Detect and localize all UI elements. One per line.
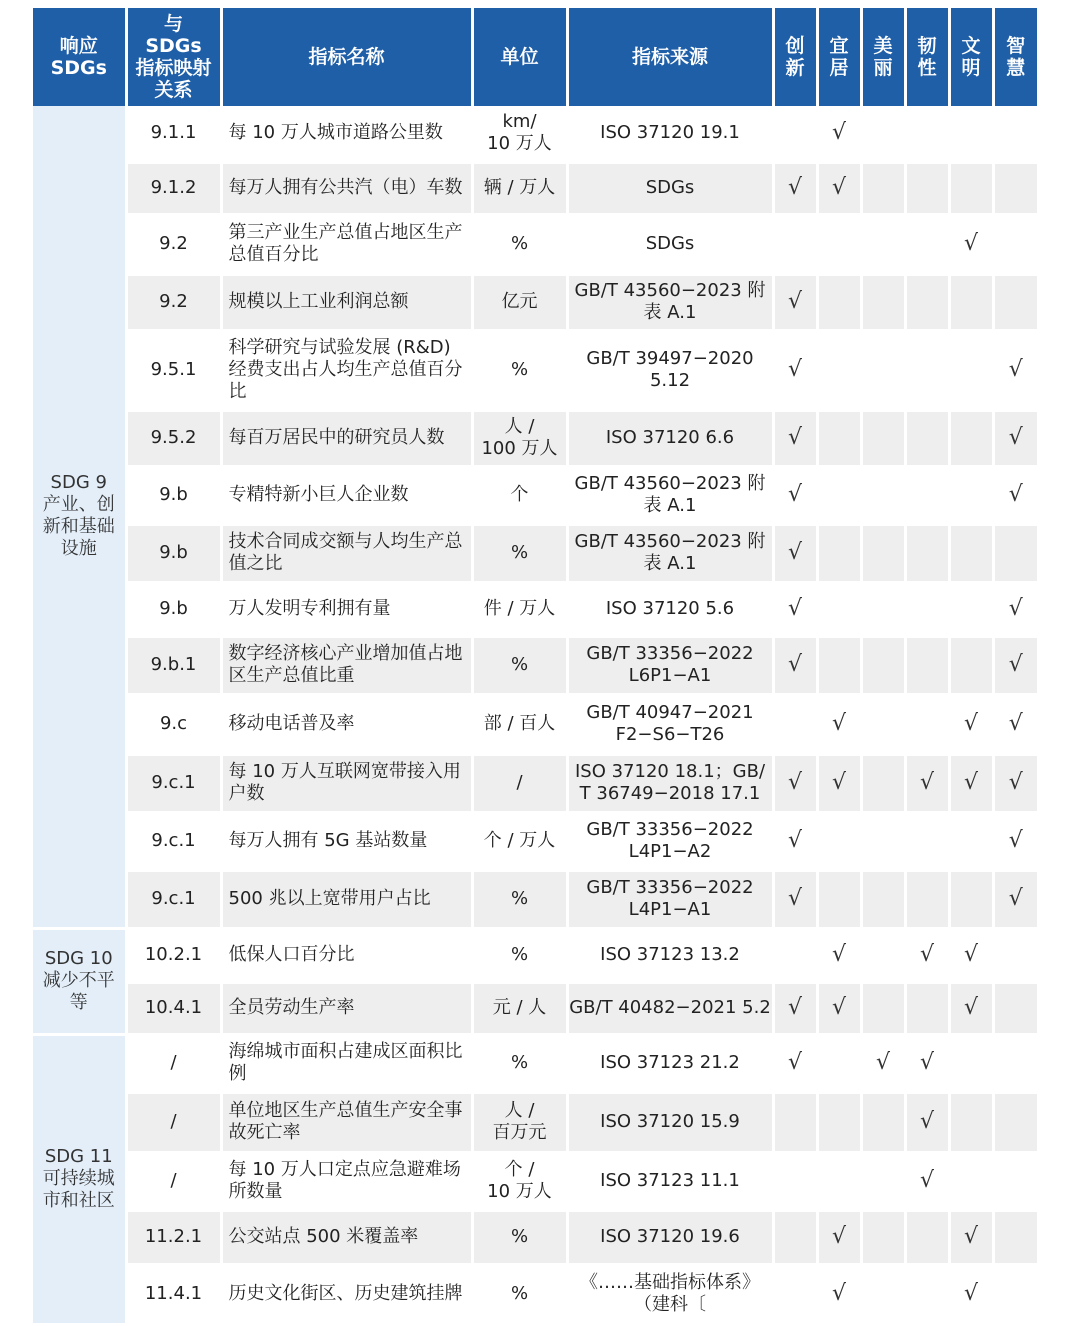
check-mark-icon: √: [787, 770, 803, 795]
indicator-source: ISO 37120 5.6: [567, 582, 773, 636]
indicator-source: ISO 37123 11.1: [567, 1152, 773, 1210]
check-cell: [949, 1092, 993, 1152]
check-cell: [905, 928, 949, 982]
indicator-unit: %: [472, 636, 567, 694]
indicator-name: 海绵城市面积占建成区面积比例: [221, 1034, 472, 1092]
indicator-code: 9.2: [126, 274, 221, 330]
check-mark-icon: √: [1008, 828, 1023, 853]
indicator-name: 历史文化街区、历史建筑挂牌: [221, 1264, 472, 1324]
check-cell: [861, 1034, 905, 1092]
indicator-code: 10.2.1: [126, 928, 221, 982]
check-cell: [861, 524, 905, 582]
check-cell: [993, 1092, 1037, 1152]
indicator-unit: 个: [472, 466, 567, 524]
check-mark-icon: √: [963, 1281, 979, 1306]
check-cell: [905, 1152, 949, 1210]
check-mark-icon: √: [787, 289, 803, 314]
indicator-code: 11.4.1: [126, 1264, 221, 1324]
check-cell: [773, 636, 817, 694]
indicator-code: 9.c.1: [126, 754, 221, 812]
check-cell: [861, 410, 905, 466]
indicator-code: 9.5.2: [126, 410, 221, 466]
check-mark-icon: √: [787, 652, 803, 677]
check-cell: [773, 694, 817, 754]
check-cell: [817, 870, 861, 928]
check-mark-icon: √: [787, 482, 803, 507]
check-cell: [773, 330, 817, 410]
sdg-group-label: SDG 9 产业、创 新和基础 设施: [33, 106, 126, 928]
indicator-unit: 个 / 万人: [472, 812, 567, 870]
check-mark-icon: √: [787, 1050, 803, 1075]
check-cell: [905, 754, 949, 812]
indicator-source: ISO 37120 19.1: [567, 106, 773, 162]
check-cell: [861, 330, 905, 410]
check-cell: [773, 214, 817, 274]
check-cell: [817, 982, 861, 1034]
indicator-code: 9.c.1: [126, 870, 221, 928]
check-mark-icon: √: [787, 596, 803, 621]
check-cell: [949, 410, 993, 466]
check-cell: [905, 1092, 949, 1152]
check-mark-icon: √: [919, 942, 935, 967]
indicator-source: ISO 37120 15.9: [567, 1092, 773, 1152]
indicator-unit: km/ 10 万人: [472, 106, 567, 162]
indicator-code: 9.1.1: [126, 106, 221, 162]
check-cell: [861, 582, 905, 636]
table-row: [33, 1034, 1037, 1092]
table-row: [33, 1152, 1037, 1210]
check-mark-icon: √: [831, 175, 847, 200]
check-cell: [817, 274, 861, 330]
check-cell: [993, 754, 1037, 812]
check-cell: [905, 582, 949, 636]
check-cell: [861, 982, 905, 1034]
check-cell: [949, 1152, 993, 1210]
check-cell: [993, 524, 1037, 582]
indicator-unit: 人 / 100 万人: [472, 410, 567, 466]
check-mark-icon: √: [1008, 357, 1023, 382]
check-cell: [905, 982, 949, 1034]
check-mark-icon: √: [1008, 711, 1023, 736]
check-cell: [993, 330, 1037, 410]
check-mark-icon: √: [919, 1109, 935, 1134]
indicator-name: 移动电话普及率: [221, 694, 472, 754]
indicator-code: 10.4.1: [126, 982, 221, 1034]
header-row: [33, 8, 1037, 106]
table-row: [33, 410, 1037, 466]
table-row: [33, 162, 1037, 214]
indicator-unit: %: [472, 1210, 567, 1264]
check-mark-icon: √: [831, 1281, 847, 1306]
check-mark-icon: √: [919, 1050, 935, 1075]
check-mark-icon: √: [831, 942, 847, 967]
table-row: [33, 870, 1037, 928]
check-cell: [949, 162, 993, 214]
indicator-source: GB/T 43560−2023 附表 A.1: [567, 274, 773, 330]
check-cell: [949, 1210, 993, 1264]
check-cell: [905, 162, 949, 214]
check-cell: [993, 410, 1037, 466]
indicator-unit: 个 / 10 万人: [472, 1152, 567, 1210]
check-cell: [817, 1152, 861, 1210]
check-mark-icon: √: [1008, 886, 1023, 911]
check-mark-icon: √: [963, 711, 979, 736]
indicator-unit: 件 / 万人: [472, 582, 567, 636]
check-cell: [817, 106, 861, 162]
table-body: [33, 106, 1037, 1324]
check-cell: [993, 466, 1037, 524]
check-cell: [993, 870, 1037, 928]
indicator-unit: /: [472, 754, 567, 812]
check-cell: [817, 162, 861, 214]
indicator-name: 科学研究与试验发展 (R&D) 经费支出占人均生产总值百分比: [221, 330, 472, 410]
check-mark-icon: √: [963, 1224, 979, 1249]
indicator-unit: %: [472, 524, 567, 582]
table-row: [33, 1264, 1037, 1324]
indicator-code: 9.5.1: [126, 330, 221, 410]
check-mark-icon: √: [963, 995, 979, 1020]
check-cell: [773, 162, 817, 214]
check-cell: [993, 1210, 1037, 1264]
check-cell: [773, 812, 817, 870]
check-cell: [993, 694, 1037, 754]
check-cell: [861, 754, 905, 812]
check-cell: [993, 582, 1037, 636]
indicator-unit: %: [472, 214, 567, 274]
indicator-code: /: [126, 1092, 221, 1152]
check-cell: [861, 636, 905, 694]
check-cell: [905, 410, 949, 466]
indicator-code: 9.b: [126, 582, 221, 636]
check-mark-icon: √: [875, 1050, 891, 1075]
check-cell: [773, 274, 817, 330]
check-cell: [773, 582, 817, 636]
check-cell: [817, 410, 861, 466]
check-cell: [905, 870, 949, 928]
check-mark-icon: √: [831, 711, 847, 736]
table-row: [33, 582, 1037, 636]
indicator-code: /: [126, 1034, 221, 1092]
header-source: 指标来源: [567, 8, 773, 106]
indicator-name: 公交站点 500 米覆盖率: [221, 1210, 472, 1264]
indicator-unit: %: [472, 1034, 567, 1092]
indicator-source: ISO 37120 18.1；GB/ T 36749−2018 17.1: [567, 754, 773, 812]
check-cell: [993, 1034, 1037, 1092]
header-dim-resilient: 韧 性: [905, 8, 949, 106]
check-cell: [773, 928, 817, 982]
indicator-name: 技术合同成交额与人均生产总值之比: [221, 524, 472, 582]
check-cell: [905, 274, 949, 330]
check-cell: [905, 694, 949, 754]
indicator-unit: %: [472, 870, 567, 928]
table-row: [33, 1092, 1037, 1152]
indicator-source: GB/T 43560−2023 附表 A.1: [567, 524, 773, 582]
indicator-source: 《……基础指标体系》（建科〔: [567, 1264, 773, 1324]
check-cell: [817, 812, 861, 870]
indicator-code: 9.1.2: [126, 162, 221, 214]
check-cell: [817, 1034, 861, 1092]
indicator-unit: 辆 / 万人: [472, 162, 567, 214]
check-cell: [817, 754, 861, 812]
check-cell: [949, 214, 993, 274]
header-sdg: 响应 SDGs: [33, 8, 126, 106]
table-row: [33, 330, 1037, 410]
check-mark-icon: √: [831, 995, 847, 1020]
check-mark-icon: √: [787, 357, 803, 382]
indicator-name: 500 兆以上宽带用户占比: [221, 870, 472, 928]
table-row: [33, 106, 1037, 162]
indicator-source: GB/T 33356−2022 L4P1−A1: [567, 870, 773, 928]
check-cell: [949, 330, 993, 410]
check-cell: [773, 524, 817, 582]
table-row: [33, 214, 1037, 274]
indicator-source: GB/T 39497−2020 5.12: [567, 330, 773, 410]
header-dim-livable: 宜 居: [817, 8, 861, 106]
check-mark-icon: √: [1008, 425, 1023, 450]
table-row: [33, 982, 1037, 1034]
header-dim-beautiful: 美 丽: [861, 8, 905, 106]
indicator-table: [33, 8, 1037, 1326]
check-cell: [817, 214, 861, 274]
check-cell: [949, 928, 993, 982]
check-cell: [817, 524, 861, 582]
check-cell: [949, 1034, 993, 1092]
table-row: [33, 274, 1037, 330]
indicator-source: SDGs: [567, 214, 773, 274]
indicator-name: 全员劳动生产率: [221, 982, 472, 1034]
check-cell: [905, 1264, 949, 1324]
indicator-name: 规模以上工业利润总额: [221, 274, 472, 330]
indicator-source: SDGs: [567, 162, 773, 214]
table-row: [33, 812, 1037, 870]
check-cell: [861, 106, 905, 162]
check-cell: [861, 870, 905, 928]
check-mark-icon: √: [1008, 770, 1023, 795]
check-cell: [993, 274, 1037, 330]
check-cell: [993, 162, 1037, 214]
check-cell: [817, 330, 861, 410]
check-cell: [993, 636, 1037, 694]
check-cell: [817, 636, 861, 694]
check-cell: [949, 106, 993, 162]
check-cell: [817, 1210, 861, 1264]
check-cell: [773, 1092, 817, 1152]
check-cell: [993, 812, 1037, 870]
indicator-source: ISO 37123 21.2: [567, 1034, 773, 1092]
indicator-source: ISO 37123 13.2: [567, 928, 773, 982]
check-cell: [817, 694, 861, 754]
check-cell: [949, 870, 993, 928]
check-mark-icon: √: [831, 120, 847, 146]
indicator-source: GB/T 43560−2023 附表 A.1: [567, 466, 773, 524]
indicator-source: GB/T 33356−2022 L6P1−A1: [567, 636, 773, 694]
header-unit: 单位: [472, 8, 567, 106]
indicator-name: 数字经济核心产业增加值占地区生产总值比重: [221, 636, 472, 694]
check-cell: [905, 1210, 949, 1264]
check-cell: [905, 214, 949, 274]
check-cell: [861, 1210, 905, 1264]
check-cell: [773, 1034, 817, 1092]
check-cell: [817, 582, 861, 636]
check-cell: [773, 106, 817, 162]
check-cell: [905, 466, 949, 524]
indicator-name: 每百万居民中的研究员人数: [221, 410, 472, 466]
check-cell: [993, 1152, 1037, 1210]
check-mark-icon: √: [787, 995, 803, 1020]
check-cell: [905, 812, 949, 870]
indicator-unit: %: [472, 928, 567, 982]
check-cell: [773, 410, 817, 466]
indicator-name: 万人发明专利拥有量: [221, 582, 472, 636]
indicator-code: /: [126, 1152, 221, 1210]
indicator-code: 9.c: [126, 694, 221, 754]
indicator-name: 每 10 万人互联网宽带接入用户数: [221, 754, 472, 812]
indicator-name: 每万人拥有公共汽（电）车数: [221, 162, 472, 214]
check-cell: [949, 524, 993, 582]
check-mark-icon: √: [787, 886, 803, 911]
table-row: [33, 754, 1037, 812]
indicator-source: GB/T 33356−2022 L4P1−A2: [567, 812, 773, 870]
check-mark-icon: √: [831, 1224, 847, 1249]
check-cell: [993, 106, 1037, 162]
sdg-group-label: SDG 10 减少不平 等: [33, 928, 126, 1034]
check-cell: [949, 812, 993, 870]
check-cell: [905, 330, 949, 410]
check-cell: [861, 274, 905, 330]
check-mark-icon: √: [919, 1168, 935, 1193]
check-mark-icon: √: [963, 231, 979, 256]
check-cell: [773, 1264, 817, 1324]
check-cell: [949, 1264, 993, 1324]
check-cell: [905, 524, 949, 582]
check-mark-icon: √: [963, 770, 979, 795]
check-cell: [949, 694, 993, 754]
check-cell: [773, 1210, 817, 1264]
indicator-code: 9.b.1: [126, 636, 221, 694]
header-dim-innovation: 创 新: [773, 8, 817, 106]
check-cell: [817, 466, 861, 524]
check-cell: [861, 162, 905, 214]
check-cell: [861, 1092, 905, 1152]
check-cell: [861, 466, 905, 524]
check-cell: [905, 636, 949, 694]
check-mark-icon: √: [787, 540, 803, 565]
indicator-source: ISO 37120 19.6: [567, 1210, 773, 1264]
table-row: [33, 928, 1037, 982]
check-cell: [905, 106, 949, 162]
indicator-unit: 元 / 人: [472, 982, 567, 1034]
indicator-unit: 亿元: [472, 274, 567, 330]
header-mapping: 与 SDGs 指标映射 关系: [126, 8, 221, 106]
indicator-code: 11.2.1: [126, 1210, 221, 1264]
check-cell: [773, 466, 817, 524]
check-cell: [861, 1264, 905, 1324]
check-mark-icon: √: [963, 942, 979, 967]
indicator-source: ISO 37120 6.6: [567, 410, 773, 466]
indicator-name: 单位地区生产总值生产安全事故死亡率: [221, 1092, 472, 1152]
indicator-name: 每 10 万人城市道路公里数: [221, 106, 472, 162]
header-dim-civilized: 文 明: [949, 8, 993, 106]
check-cell: [773, 1152, 817, 1210]
table-row: [33, 466, 1037, 524]
check-cell: [949, 274, 993, 330]
check-cell: [773, 754, 817, 812]
check-mark-icon: √: [831, 770, 847, 795]
check-mark-icon: √: [919, 770, 935, 795]
check-cell: [773, 982, 817, 1034]
indicator-code: 9.2: [126, 214, 221, 274]
check-mark-icon: √: [787, 828, 803, 853]
check-cell: [949, 754, 993, 812]
indicator-name: 专精特新小巨人企业数: [221, 466, 472, 524]
check-mark-icon: √: [1008, 596, 1023, 621]
check-cell: [905, 1034, 949, 1092]
header-dim-smart: 智 慧: [993, 8, 1037, 106]
check-cell: [993, 1264, 1037, 1324]
indicator-name: 每万人拥有 5G 基站数量: [221, 812, 472, 870]
indicator-unit: 人 / 百万元: [472, 1092, 567, 1152]
indicator-code: 9.b: [126, 466, 221, 524]
indicator-unit: 部 / 百人: [472, 694, 567, 754]
table-row: [33, 524, 1037, 582]
check-cell: [817, 1092, 861, 1152]
indicator-name: 低保人口百分比: [221, 928, 472, 982]
indicator-code: 9.b: [126, 524, 221, 582]
indicator-unit: %: [472, 1264, 567, 1324]
check-mark-icon: √: [787, 425, 803, 450]
sdg-group-label: SDG 11 可持续城 市和社区: [33, 1034, 126, 1324]
check-cell: [949, 636, 993, 694]
check-cell: [949, 982, 993, 1034]
indicator-code: 9.c.1: [126, 812, 221, 870]
check-cell: [817, 1264, 861, 1324]
check-mark-icon: √: [1008, 482, 1023, 507]
indicator-source: GB/T 40482−2021 5.2: [567, 982, 773, 1034]
table-row: [33, 636, 1037, 694]
check-cell: [861, 214, 905, 274]
check-cell: [993, 928, 1037, 982]
check-cell: [861, 812, 905, 870]
header-name: 指标名称: [221, 8, 472, 106]
check-cell: [861, 1152, 905, 1210]
check-cell: [773, 870, 817, 928]
check-cell: [993, 982, 1037, 1034]
indicator-name: 第三产业生产总值占地区生产总值百分比: [221, 214, 472, 274]
table-row: [33, 1210, 1037, 1264]
check-cell: [993, 214, 1037, 274]
check-cell: [817, 928, 861, 982]
indicator-source: GB/T 40947−2021 F2−S6−T26: [567, 694, 773, 754]
indicator-unit: %: [472, 330, 567, 410]
check-cell: [949, 582, 993, 636]
table-row: [33, 694, 1037, 754]
check-mark-icon: √: [1008, 652, 1023, 677]
check-cell: [861, 694, 905, 754]
check-mark-icon: √: [787, 175, 803, 200]
check-cell: [861, 928, 905, 982]
indicator-name: 每 10 万人口定点应急避难场所数量: [221, 1152, 472, 1210]
check-cell: [949, 466, 993, 524]
